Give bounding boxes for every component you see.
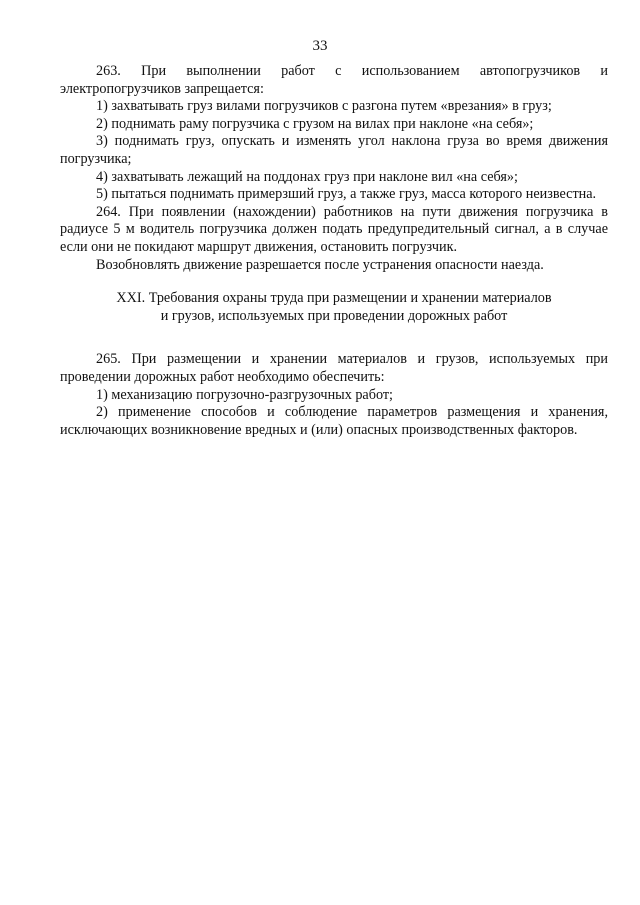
chapter-heading	[60, 290, 608, 325]
paragraph-265-intro: 265. При размещении и хранении материалов и грузов, используемых при проведении дорожных работ необходимо обеспечить:	[60, 351, 608, 385]
paragraph-265-item-2: 2) применение способов и соблюдение параметров размещения и хранения, исключающих возникновение вредных и (или) опасных производственных факторов.	[60, 404, 608, 438]
paragraph-264-resume: Возобновлять движение разрешается после устранения опасности наезда.	[96, 256, 544, 273]
paragraph-263-item-5: 5) пытаться поднимать примерзший груз, а также груз, масса которого неизвестна.	[96, 186, 597, 203]
paragraph-263-item-4: 4) захватывать лежащий на поддонах груз при наклоне вил «на себя»;	[96, 168, 518, 185]
paragraph-264: 264. При появлении (нахождении) работников на пути движения погрузчика в радиусе 5 м водитель погрузчика должен подать предупредительный сигнал, а в случае если они не покидают маршрут движения, остановить погрузчик.	[60, 203, 608, 255]
paragraph-263-intro: 263. При выполнении работ с использованием автопогрузчиков и электропогрузчиков запрещается:	[60, 63, 608, 97]
paragraph-263-item-3: 3) поднимать груз, опускать и изменять угол наклона груза во время движения погрузчика;	[60, 133, 608, 167]
paragraph-263-item-1: 1) захватывать груз вилами погрузчиков с разгона путем «врезания» в груз;	[96, 98, 552, 115]
chapter-heading-line-1: XXI. Требования охраны труда при размещении и хранении материалов	[116, 290, 552, 307]
page-number: 33	[312, 38, 328, 54]
spacer	[60, 274, 608, 290]
spacer	[60, 325, 608, 351]
chapter-heading-line-2: и грузов, используемых при проведении дорожных работ	[160, 307, 508, 324]
paragraph-265-item-1: 1) механизацию погрузочно-разгрузочных работ;	[96, 386, 393, 403]
paragraph-263-item-2: 2) поднимать раму погрузчика с грузом на вилах при наклоне «на себя»;	[96, 115, 534, 132]
document-body	[60, 63, 608, 439]
